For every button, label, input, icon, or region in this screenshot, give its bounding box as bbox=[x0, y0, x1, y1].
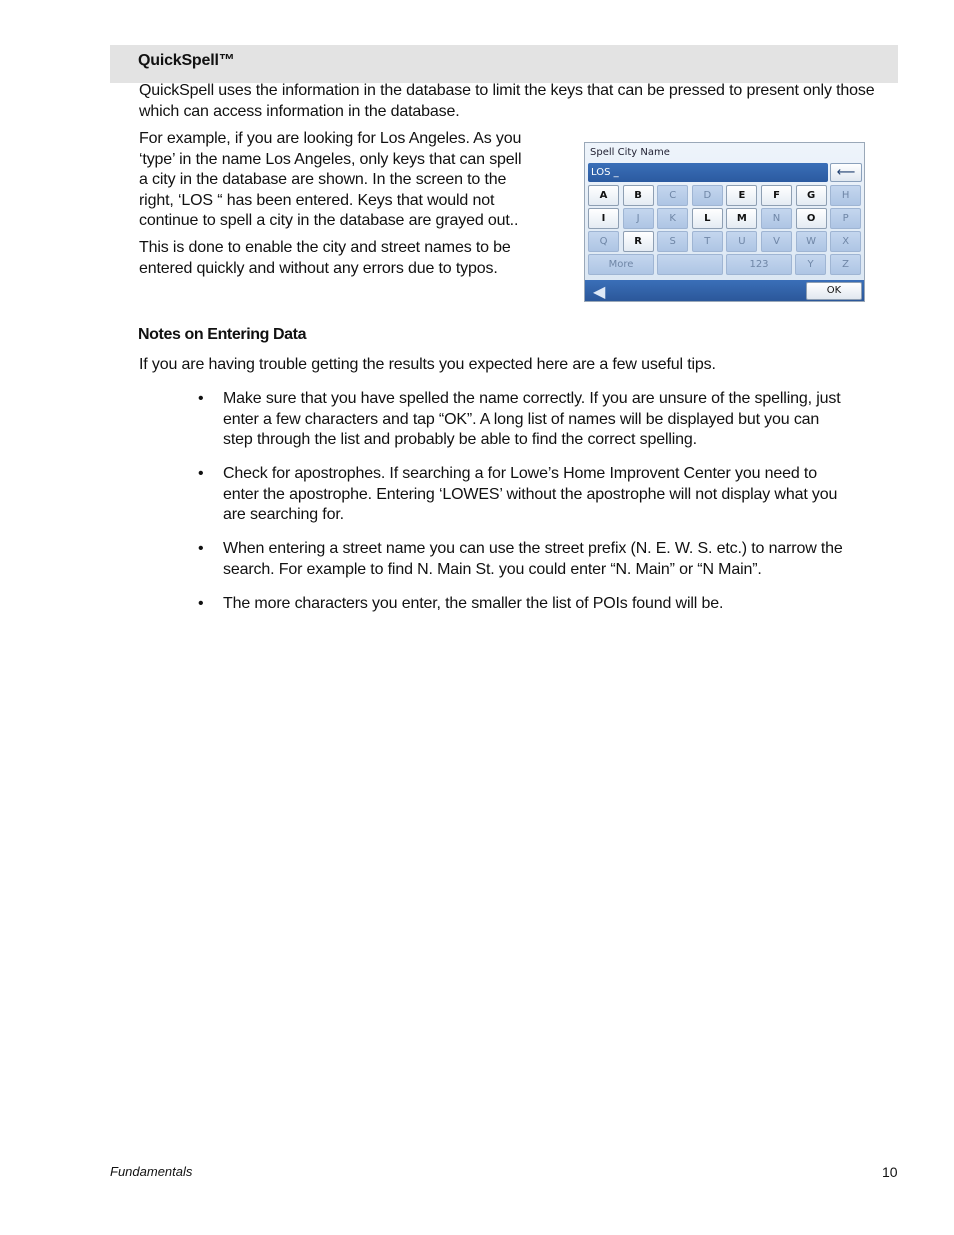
space-key[interactable] bbox=[657, 254, 723, 275]
notes-intro: If you are having trouble getting the results you expected here are a few useful tips. bbox=[139, 356, 716, 373]
section-title: QuickSpell™ bbox=[138, 52, 235, 69]
tips-list bbox=[195, 389, 895, 628]
key-h: H bbox=[830, 185, 861, 206]
footer-chapter: Fundamentals bbox=[110, 1164, 193, 1179]
tip-line: enter the apostrophe. Entering ‘LOWES’ without the apostrophe will not display what you bbox=[223, 485, 838, 503]
bullet-icon: • bbox=[198, 540, 204, 557]
tip-line: Check for apostrophes. If searching a for Lowe’s Home Improvent Center you need to bbox=[223, 465, 817, 482]
key-w: W bbox=[796, 231, 827, 252]
triangle-left-icon: ◀ bbox=[593, 282, 606, 301]
example-line: ‘type’ in the name Los Angeles, only keys that can spell bbox=[139, 150, 522, 168]
key-s: S bbox=[657, 231, 688, 252]
key-e[interactable]: E bbox=[726, 185, 757, 206]
key-m[interactable]: M bbox=[726, 208, 757, 229]
backspace-button[interactable] bbox=[830, 163, 862, 182]
key-v: V bbox=[761, 231, 792, 252]
key-t: T bbox=[692, 231, 723, 252]
example-line: right, ‘LOS “ has been entered. Keys that would not bbox=[139, 191, 495, 209]
key-a[interactable]: A bbox=[588, 185, 619, 206]
bullet-icon: • bbox=[198, 465, 204, 482]
city-name-input[interactable]: LOS _ bbox=[588, 163, 828, 182]
reason-paragraph bbox=[139, 238, 569, 279]
key-y[interactable]: Y bbox=[795, 254, 826, 275]
key-o[interactable]: O bbox=[796, 208, 827, 229]
key-j: J bbox=[623, 208, 654, 229]
reason-line: This is done to enable the city and street names to be bbox=[139, 239, 511, 256]
bullet-icon: • bbox=[198, 594, 204, 612]
tip-line: search. For example to find N. Main St. you could enter “N. Main” or “N Main”. bbox=[223, 560, 762, 578]
tip-line: The more characters you enter, the smaller the list of POIs found will be. bbox=[223, 594, 724, 612]
list-item bbox=[195, 539, 895, 580]
list-item bbox=[195, 594, 895, 615]
back-button[interactable] bbox=[593, 283, 605, 301]
example-line: continue to spell a city in the database are grayed out.. bbox=[139, 212, 519, 229]
key-q: Q bbox=[588, 231, 619, 252]
tip-line: enter a few characters and tap “OK”. A long list of names will be displayed but you can bbox=[223, 410, 820, 428]
reason-line: entered quickly and without any errors due to typos. bbox=[139, 259, 498, 277]
arrow-left-icon: ⟵ bbox=[836, 165, 856, 180]
key-g[interactable]: G bbox=[796, 185, 827, 206]
key-r[interactable]: R bbox=[623, 231, 654, 252]
screen-title: Spell City Name bbox=[590, 147, 670, 158]
key-d: D bbox=[692, 185, 723, 206]
bullet-icon: • bbox=[198, 390, 204, 407]
key-n: N bbox=[761, 208, 792, 229]
example-paragraph bbox=[139, 129, 569, 232]
list-item bbox=[195, 464, 895, 526]
notes-heading: Notes on Entering Data bbox=[138, 326, 307, 343]
example-line: a city in the database are shown. In the screen to the bbox=[139, 171, 507, 188]
spell-city-screen bbox=[584, 142, 865, 302]
key-u: U bbox=[726, 231, 757, 252]
key-b[interactable]: B bbox=[623, 185, 654, 206]
key-k: K bbox=[657, 208, 688, 229]
list-item bbox=[195, 389, 895, 451]
key-p: P bbox=[830, 208, 861, 229]
page-number: 10 bbox=[882, 1164, 898, 1180]
key-x: X bbox=[830, 231, 861, 252]
tip-line: When entering a street name you can use the street prefix (N. E. W. S. etc.) to narrow the bbox=[223, 540, 843, 557]
key-c: C bbox=[657, 185, 688, 206]
key-z[interactable]: Z bbox=[830, 254, 861, 275]
example-line: For example, if you are looking for Los Angeles. As you bbox=[139, 130, 522, 147]
numbers-key[interactable]: 123 bbox=[726, 254, 792, 275]
tip-line: are searching for. bbox=[223, 506, 344, 523]
key-l[interactable]: L bbox=[692, 208, 723, 229]
tip-line: step through the list and probably be able to find the correct spelling. bbox=[223, 431, 697, 448]
key-i[interactable]: I bbox=[588, 208, 619, 229]
ok-button[interactable]: OK bbox=[806, 282, 862, 300]
tip-line: Make sure that you have spelled the name correctly. If you are unsure of the spelling, just bbox=[223, 390, 841, 407]
more-key[interactable]: More bbox=[588, 254, 654, 275]
key-f[interactable]: F bbox=[761, 185, 792, 206]
intro-paragraph: QuickSpell uses the information in the database to limit the keys that can be pressed to present only those which can access information in the database. bbox=[139, 82, 875, 120]
